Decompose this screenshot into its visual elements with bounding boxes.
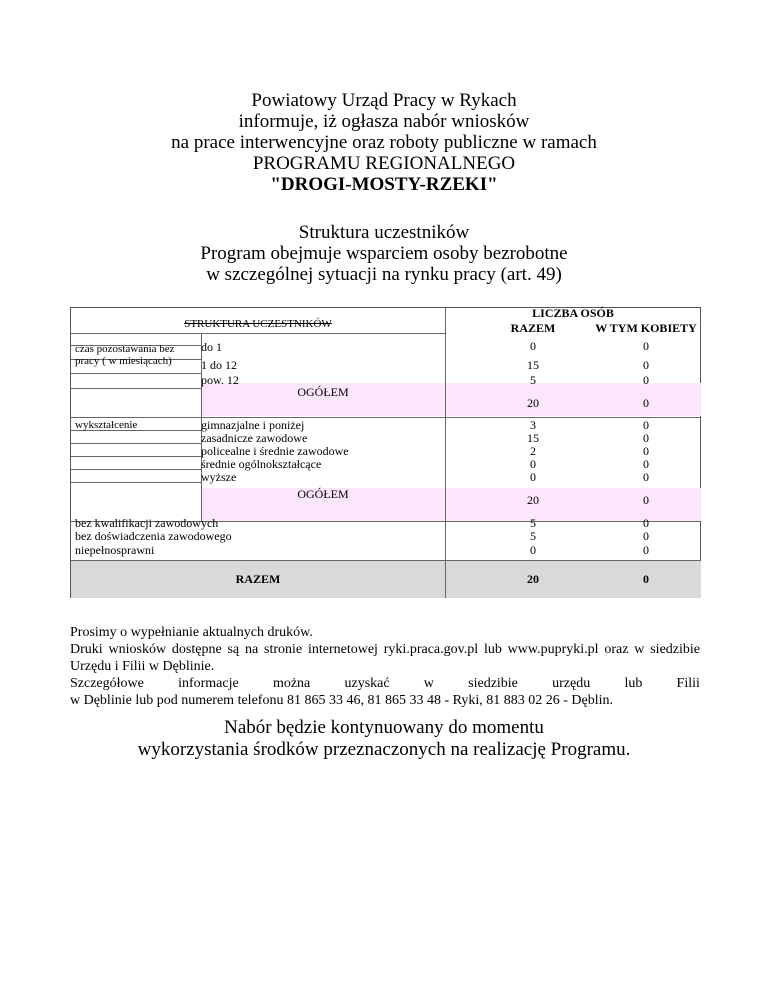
row-kobiety: 0 xyxy=(643,431,649,445)
footer-word: uzyskać xyxy=(344,676,390,691)
row-kobiety: 0 xyxy=(643,457,649,471)
footer-word: informacje xyxy=(178,676,239,691)
closing-note xyxy=(0,717,768,761)
razem-column-header: RAZEM xyxy=(510,321,556,335)
row-razem: 0 xyxy=(530,457,536,471)
participants-table xyxy=(70,307,701,598)
header-razem-value: 0 xyxy=(530,339,536,353)
row-razem: 15 xyxy=(527,358,539,372)
footer-word: siedzibie xyxy=(468,676,518,691)
row-kobiety: 0 xyxy=(643,543,649,557)
row-razem: 5 xyxy=(530,529,536,543)
count-header: LICZBA OSÓB xyxy=(532,306,614,320)
program-label: PROGRAMU REGIONALNEGO xyxy=(252,153,516,174)
footer-line: w Dęblinie lub pod numerem telefonu 81 865 33 46, 81 865 33 48 - Ryki, 81 883 02 26 - Dęblin. xyxy=(70,693,614,708)
footer-info xyxy=(70,624,700,709)
row-kobiety: 0 xyxy=(643,373,649,387)
total-kobiety: 0 xyxy=(643,396,649,410)
row-label: gimnazjalne i poniżej xyxy=(201,418,305,432)
row-kobiety: 0 xyxy=(643,516,649,530)
subheader-line: Program obejmuje wsparciem osoby bezrobotne xyxy=(200,243,568,264)
row-razem: 0 xyxy=(530,543,536,557)
row-razem: 2 xyxy=(530,444,536,458)
header-kobiety-value: 0 xyxy=(643,339,649,353)
footer-line: Druki wniosków dostępne są na stronie internetowej ryki.praca.gov.pl lub www.pupryki.pl oraz w siedzibie Urzędu i Filii w Dęblinie. xyxy=(70,642,700,674)
announcement-header xyxy=(0,90,768,195)
total-label: OGÓŁEM xyxy=(297,385,349,399)
total-label: OGÓŁEM xyxy=(297,487,349,501)
grand-total-label: RAZEM xyxy=(235,572,281,586)
total-razem: 20 xyxy=(527,493,539,507)
row-label: do 1 xyxy=(201,340,222,354)
structure-header: STRUKTURA UCZESTNIKÓW xyxy=(184,318,332,330)
announcement-line: na prace interwencyjne oraz roboty publiczne w ramach xyxy=(171,132,597,153)
total-kobiety: 0 xyxy=(643,493,649,507)
row-label: zasadnicze zawodowe xyxy=(201,431,308,445)
row-label: policealne i średnie zawodowe xyxy=(201,444,349,458)
row-razem: 15 xyxy=(527,431,539,445)
footer-word: Filii xyxy=(676,676,700,691)
row-razem: 5 xyxy=(530,373,536,387)
participants-subheader xyxy=(0,222,768,285)
grand-total-kobiety: 0 xyxy=(643,572,649,586)
footer-word: Szczegółowe xyxy=(70,676,144,691)
row-kobiety: 0 xyxy=(643,470,649,484)
kobiety-column-header: W TYM KOBIETY xyxy=(595,321,697,335)
footer-word: urzędu xyxy=(552,676,591,691)
row-kobiety: 0 xyxy=(643,444,649,458)
office-name: Powiatowy Urząd Pracy w Rykach xyxy=(251,90,517,111)
education-label: wykształcenie xyxy=(75,419,138,431)
announcement-line: informuje, iż ogłasza nabór wniosków xyxy=(238,111,530,132)
row-label: pow. 12 xyxy=(201,373,239,387)
row-label: wyższe xyxy=(201,470,237,484)
row-razem: 0 xyxy=(530,470,536,484)
row-razem: 3 xyxy=(530,418,536,432)
row-kobiety: 0 xyxy=(643,418,649,432)
row-label: 1 do 12 xyxy=(201,358,237,372)
footer-word: można xyxy=(272,676,311,691)
footer-line: Prosimy o wypełnianie aktualnych druków. xyxy=(70,625,313,640)
row-kobiety: 0 xyxy=(643,529,649,543)
unemployment-duration-label: czas pozostawania bez pracy ( w miesiącach) xyxy=(75,343,175,367)
row-label: bez kwalifikacji zawodowych xyxy=(75,516,219,530)
program-name: "DROGI-MOSTY-RZEKI" xyxy=(270,174,498,195)
row-razem: 5 xyxy=(530,516,536,530)
grand-total-razem: 20 xyxy=(527,572,539,586)
row-label: średnie ogólnokształcące xyxy=(201,457,322,471)
footer-word: w xyxy=(423,676,434,691)
row-kobiety: 0 xyxy=(643,358,649,372)
footer-word: lub xyxy=(624,676,643,691)
footer-justified-line xyxy=(70,675,700,692)
closing-line: wykorzystania środków przeznaczonych na realizację Programu. xyxy=(137,739,631,760)
closing-line: Nabór będzie kontynuowany do momentu xyxy=(224,717,544,738)
subheader-line: w szczególnej sytuacji na rynku pracy (art. 49) xyxy=(206,264,562,285)
row-label: niepełnosprawni xyxy=(75,543,155,557)
subheader-title: Struktura uczestników xyxy=(298,222,470,243)
row-label: bez doświadczenia zawodowego xyxy=(75,529,232,543)
total-razem: 20 xyxy=(527,396,539,410)
